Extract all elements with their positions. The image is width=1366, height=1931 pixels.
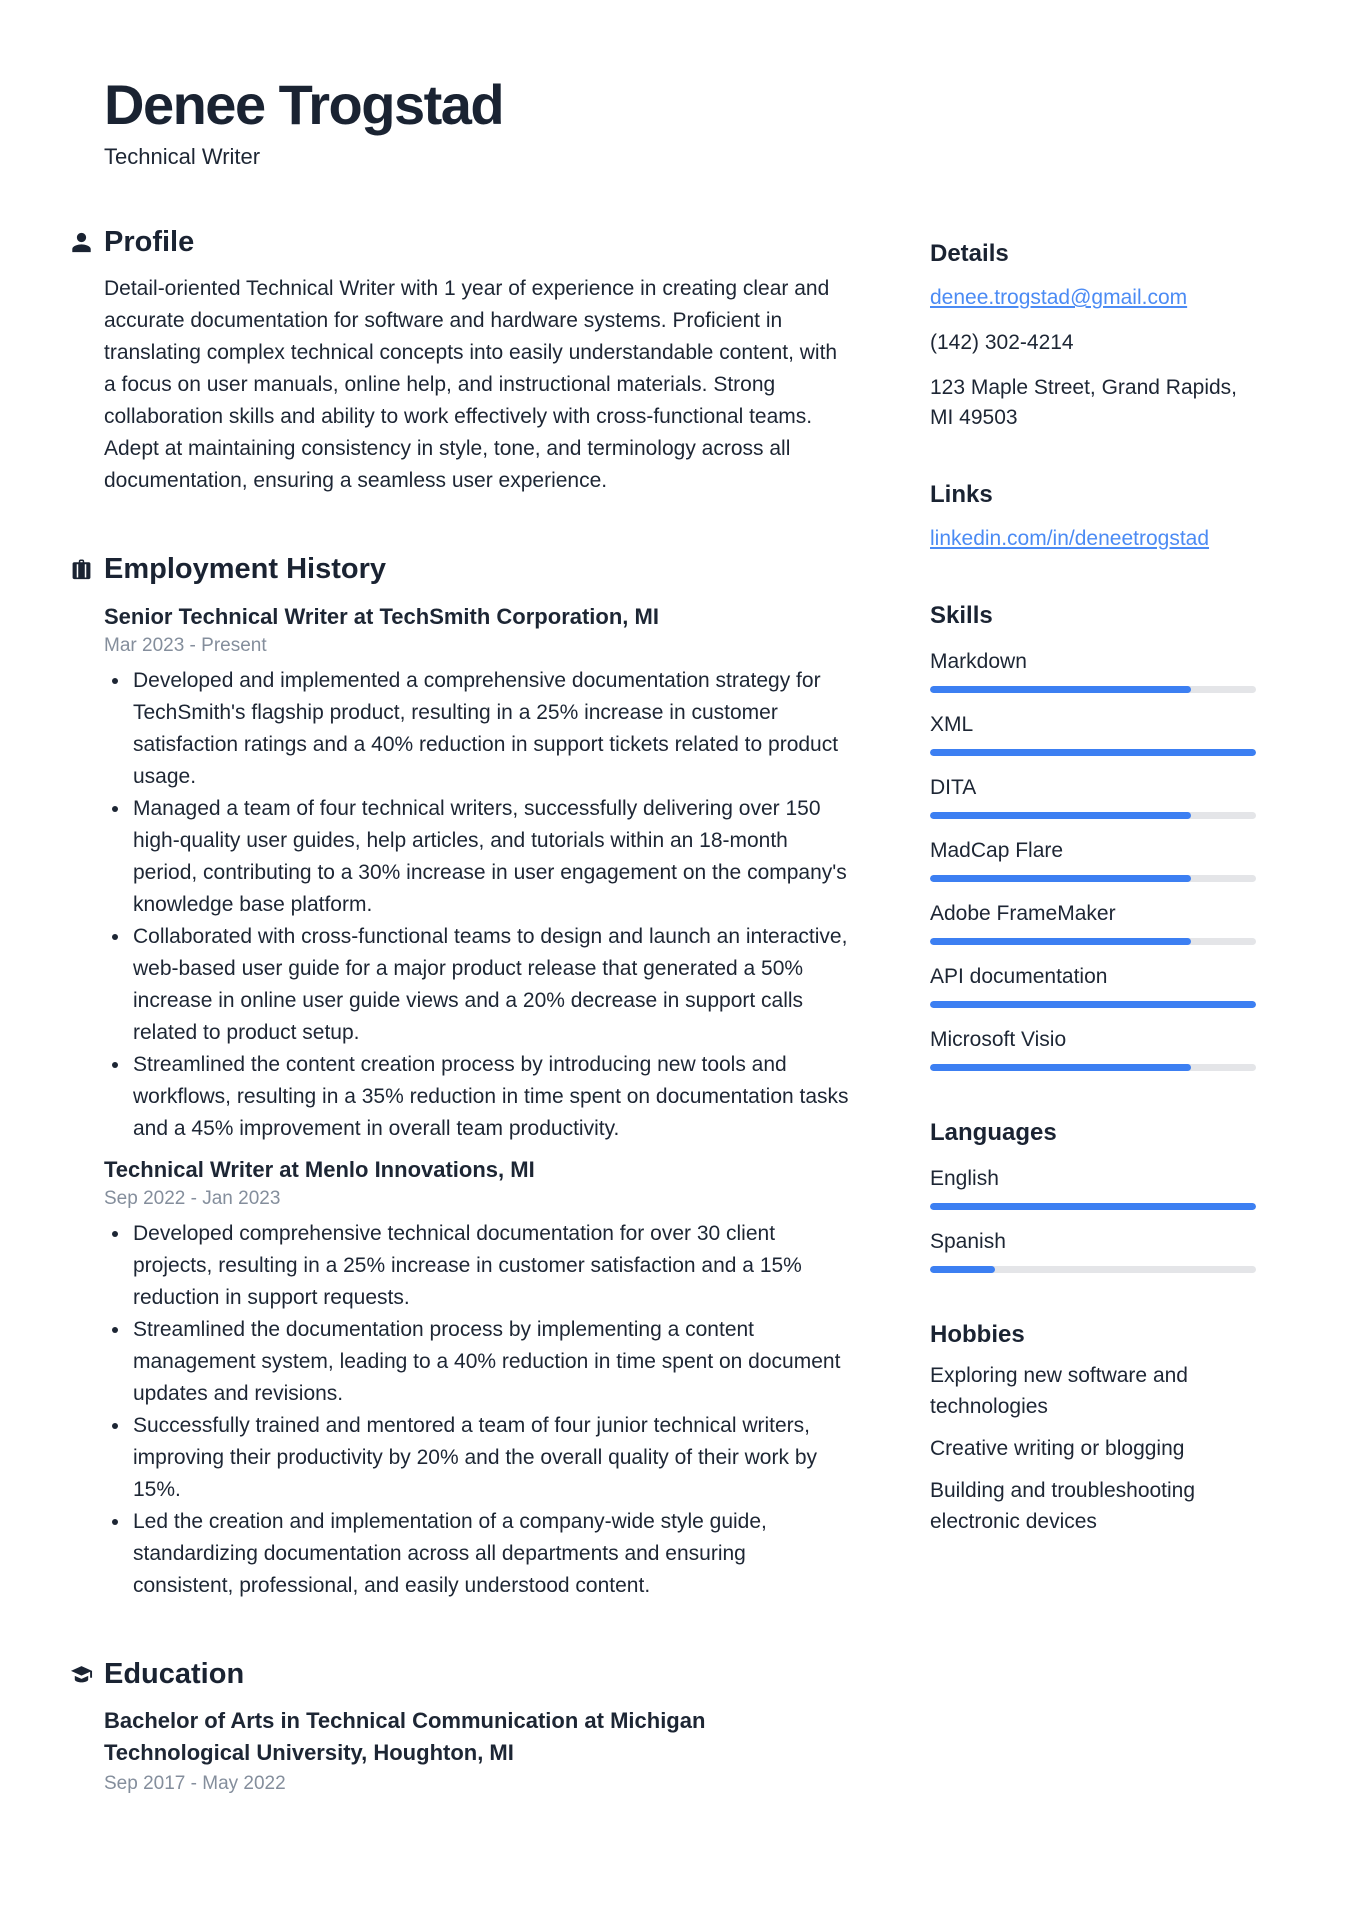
skill-row	[930, 901, 1256, 945]
job-entry	[104, 602, 850, 1145]
job-dates: Sep 2022 - Jan 2023	[104, 1187, 281, 1209]
education-section	[70, 1658, 870, 1795]
person-icon	[70, 231, 93, 254]
skill-name: Microsoft Visio	[930, 1028, 1067, 1051]
profile-heading	[70, 226, 870, 259]
employment-section	[70, 553, 870, 1602]
skill-bar-track	[930, 812, 1256, 819]
job-entry	[104, 1155, 850, 1602]
languages-section	[930, 1119, 1256, 1273]
bullet-item: • Streamlined the documentation process by implementing a content management system, leading to a 40% reduction in time spent on document updates and revisions.	[131, 1314, 850, 1410]
language-bar-track	[930, 1266, 1256, 1273]
skill-bar-fill	[930, 1001, 1256, 1008]
skill-bar-fill	[930, 686, 1191, 693]
profile-section	[70, 226, 870, 497]
skill-row	[930, 1027, 1256, 1071]
language-bar-track	[930, 1203, 1256, 1210]
language-bar-fill	[930, 1203, 1256, 1210]
bullet-item: • Developed and implemented a comprehensive documentation strategy for TechSmith's flagship product, resulting in a 25% increase in customer satisfaction ratings and a 40% reduction in support tickets related to product usage.	[131, 665, 850, 793]
links-list	[930, 524, 1256, 554]
email-row	[930, 283, 1256, 313]
skill-name: XML	[930, 713, 974, 736]
skill-row	[930, 964, 1256, 1008]
bullet-item: • Managed a team of four technical writers, successfully delivering over 150 high-quality user guides, help articles, and tutorials within an 18-month period, contributing to a 30% increase in user engagement on the company's knowledge base platform.	[131, 793, 850, 921]
linkedin-link[interactable]: linkedin.com/in/deneetrogstad	[930, 527, 1210, 550]
main-column	[70, 0, 870, 1795]
skill-row	[930, 649, 1256, 693]
resume-header	[104, 74, 870, 170]
skill-bar-track	[930, 1001, 1256, 1008]
employment-title: Employment History	[104, 552, 386, 585]
languages-heading: Languages	[930, 1119, 1057, 1146]
skill-name: DITA	[930, 776, 977, 799]
candidate-job-title: Technical Writer	[104, 143, 261, 169]
skill-row	[930, 775, 1256, 819]
sidebar	[930, 0, 1256, 1537]
details-section	[930, 240, 1256, 433]
language-bar-fill	[930, 1266, 995, 1273]
bullet-item: • Collaborated with cross-functional teams to design and launch an interactive, web-based user guide for a major product release that generated a 50% increase in online user guide views and a 20% decrease in support calls related to product setup.	[131, 921, 850, 1049]
skill-bar-track	[930, 1064, 1256, 1071]
degree-title: Bachelor of Arts in Technical Communication at Michigan Technological University, Houghton, MI	[104, 1707, 706, 1765]
details-heading: Details	[930, 240, 1009, 267]
bullet-item: • Streamlined the content creation process by introducing new tools and workflows, resulting in a 35% reduction in time spent on documentation tasks and a 45% improvement in overall team productivity.	[131, 1049, 850, 1145]
links-section	[930, 481, 1256, 554]
skill-bar-fill	[930, 749, 1256, 756]
skill-bar-track	[930, 686, 1256, 693]
education-heading	[70, 1658, 870, 1691]
email-link[interactable]: denee.trogstad@gmail.com	[930, 286, 1188, 309]
education-title: Education	[104, 1657, 245, 1690]
job-title: Senior Technical Writer at TechSmith Corporation, MI	[104, 603, 659, 629]
hobbies-list	[930, 1360, 1256, 1537]
languages-list	[930, 1166, 1256, 1273]
candidate-name: Denee Trogstad	[104, 73, 504, 136]
skill-bar-track	[930, 749, 1256, 756]
employment-heading	[70, 553, 870, 586]
phone-number: (142) 302-4214	[930, 331, 1074, 354]
language-row	[930, 1166, 1256, 1210]
graduation-cap-icon	[70, 1663, 93, 1686]
links-heading: Links	[930, 481, 993, 508]
hobbies-heading: Hobbies	[930, 1321, 1025, 1348]
skills-heading: Skills	[930, 602, 993, 629]
education-entry	[104, 1705, 850, 1795]
language-name: Spanish	[930, 1230, 1006, 1253]
profile-text: Detail-oriented Technical Writer with 1 year of experience in creating clear and accurate documentation for software and hardware systems. Proficient in translating complex technical concepts into easily understandable content, with a focus on user manuals, online help, and instructional materials. Strong collaboration skills and ability to work effectively with cross-functional teams. Adept at maintaining consistency in style, tone, and terminology across all documentation, ensuring a seamless user experience.	[104, 276, 838, 492]
bullet-item: • Successfully trained and mentored a team of four junior technical writers, improving their productivity by 20% and the overall quality of their work by 15%.	[131, 1410, 850, 1506]
hobby-item: Building and troubleshooting electronic devices	[930, 1479, 1196, 1533]
job-bullets	[104, 665, 850, 1145]
skill-row	[930, 712, 1256, 756]
skill-bar-fill	[930, 875, 1191, 882]
link-row	[930, 524, 1256, 554]
address: 123 Maple Street, Grand Rapids, MI 49503	[930, 376, 1238, 429]
hobbies-section	[930, 1321, 1256, 1537]
skill-name: Markdown	[930, 650, 1027, 673]
skill-bar-fill	[930, 938, 1191, 945]
skills-list	[930, 649, 1256, 1071]
education-dates: Sep 2017 - May 2022	[104, 1772, 286, 1794]
skill-name: API documentation	[930, 965, 1108, 988]
skills-section	[930, 602, 1256, 1071]
job-bullets	[104, 1218, 850, 1602]
skill-bar-track	[930, 875, 1256, 882]
bullet-item: • Developed comprehensive technical documentation for over 30 client projects, resulting in a 25% increase in customer satisfaction and a 15% reduction in support requests.	[131, 1218, 850, 1314]
hobby-item: Creative writing or blogging	[930, 1437, 1185, 1460]
skill-row	[930, 838, 1256, 882]
skill-bar-track	[930, 938, 1256, 945]
language-row	[930, 1229, 1256, 1273]
job-dates: Mar 2023 - Present	[104, 634, 267, 656]
bullet-item: • Led the creation and implementation of a company-wide style guide, standardizing documentation across all departments and ensuring consistent, professional, and easily understood content.	[131, 1506, 850, 1602]
briefcase-icon	[70, 558, 93, 581]
language-name: English	[930, 1167, 999, 1190]
skill-name: Adobe FrameMaker	[930, 902, 1116, 925]
skill-bar-fill	[930, 812, 1191, 819]
hobby-item: Exploring new software and technologies	[930, 1364, 1188, 1418]
skill-bar-fill	[930, 1064, 1191, 1071]
skill-name: MadCap Flare	[930, 839, 1064, 862]
profile-title: Profile	[104, 225, 195, 258]
job-title: Technical Writer at Menlo Innovations, MI	[104, 1156, 535, 1182]
